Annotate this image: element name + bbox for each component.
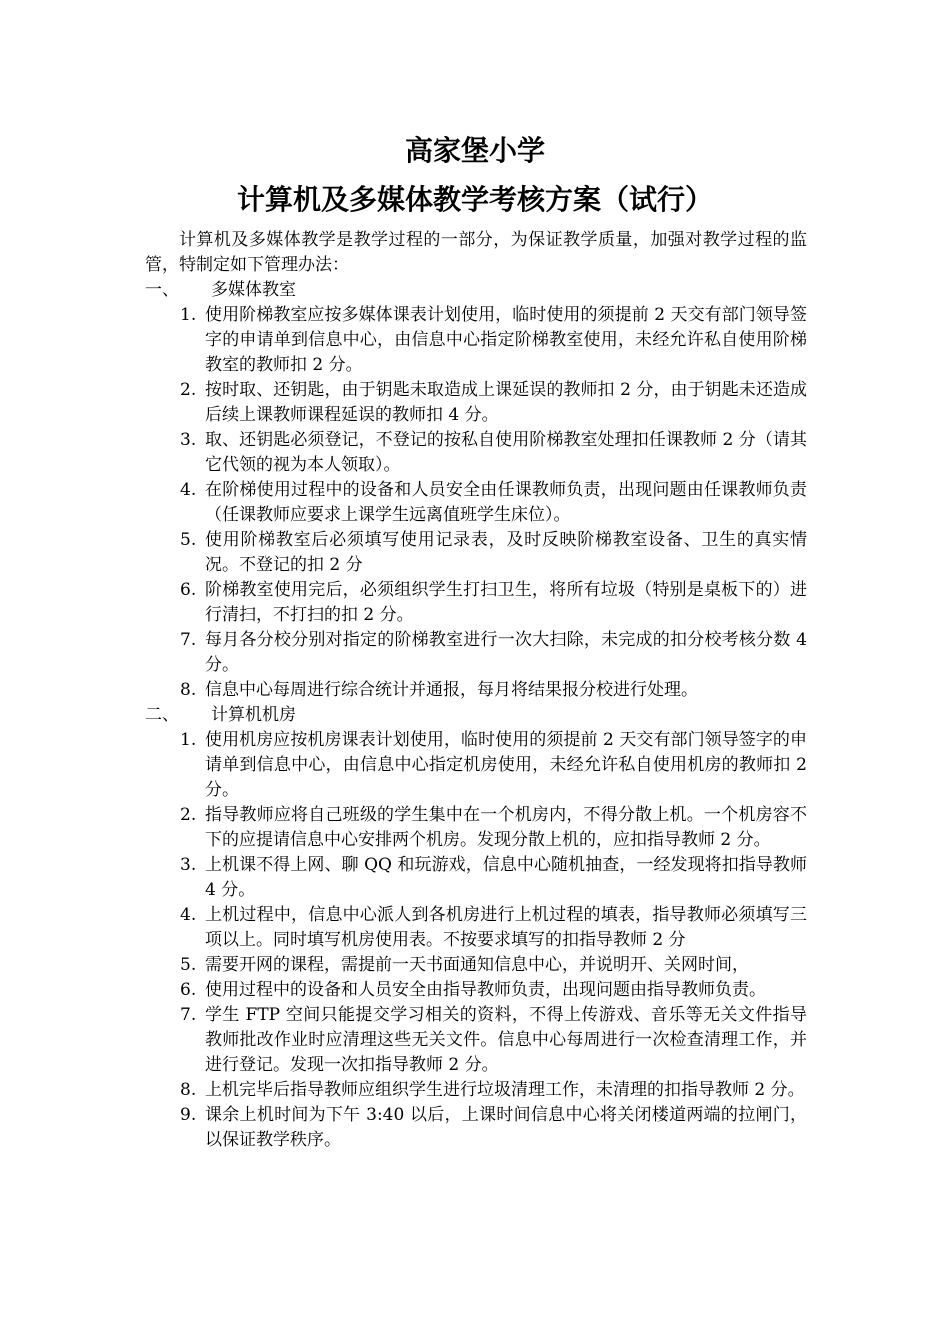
list-item bbox=[145, 1103, 807, 1153]
section-computer-room bbox=[145, 703, 807, 1153]
item-text: 上机过程中，信息中心派人到各机房进行上机过程的填表，指导教师必须填写三项以上。同时填写机房使用表。不按要求填写的扣指导教师 2 分 bbox=[205, 905, 807, 950]
list-item bbox=[145, 478, 807, 528]
item-number: 2. bbox=[180, 805, 197, 825]
list-item bbox=[145, 678, 807, 703]
item-number: 6. bbox=[180, 580, 197, 600]
item-text: 上机课不得上网、聊 QQ 和玩游戏，信息中心随机抽查，一经发现将扣指导教师 4 分。 bbox=[205, 855, 807, 900]
list-item bbox=[145, 528, 807, 578]
item-text: 取、还钥匙必须登记，不登记的按私自使用阶梯教室处理扣任课教师 2 分（请其它代领的视为本人领取）。 bbox=[205, 430, 807, 475]
list-item bbox=[145, 378, 807, 428]
item-number: 6. bbox=[180, 980, 197, 1000]
item-text: 上机完毕后指导教师应组织学生进行垃圾清理工作，未清理的扣指导教师 2 分。 bbox=[205, 1080, 805, 1100]
item-text: 阶梯教室使用完后，必须组织学生打扫卫生，将所有垃圾（特别是桌板下的）进行清扫，不打扫的扣 2 分。 bbox=[205, 580, 807, 625]
item-number: 4. bbox=[180, 905, 197, 925]
item-text: 在阶梯使用过程中的设备和人员安全由任课教师负责，出现问题由任课教师负责（任课教师应要求上课学生远离值班学生床位）。 bbox=[205, 480, 807, 525]
item-text: 指导教师应将自己班级的学生集中在一个机房内，不得分散上机。一个机房容不下的应提请信息中心安排两个机房。发现分散上机的，应扣指导教师 2 分。 bbox=[205, 805, 807, 850]
section-number: 一、 bbox=[145, 280, 179, 300]
list-item bbox=[145, 1003, 807, 1078]
item-number: 3. bbox=[180, 855, 197, 875]
list-item bbox=[145, 428, 807, 478]
item-text: 按时取、还钥匙，由于钥匙未取造成上课延误的教师扣 2 分，由于钥匙未还造成后续上课教师课程延误的教师扣 4 分。 bbox=[205, 380, 807, 425]
list-item bbox=[145, 303, 807, 378]
list-item bbox=[145, 728, 807, 803]
item-text: 需要开网的课程，需提前一天书面通知信息中心，并说明开、关网时间， bbox=[205, 955, 749, 975]
section-multimedia bbox=[145, 278, 807, 703]
item-number: 7. bbox=[180, 1005, 197, 1025]
list-item bbox=[145, 803, 807, 853]
item-number: 5. bbox=[180, 530, 197, 550]
item-number: 8. bbox=[180, 1080, 197, 1100]
item-number: 8. bbox=[180, 680, 197, 700]
item-text: 使用阶梯教室应按多媒体课表计划使用，临时使用的须提前 2 天交有部门领导签字的申请单到信息中心，由信息中心指定阶梯教室使用，未经允许私自使用阶梯教室的教师扣 2 分。 bbox=[205, 305, 807, 375]
item-text: 使用过程中的设备和人员安全由指导教师负责，出现问题由指导教师负责。 bbox=[205, 980, 766, 1000]
section-heading bbox=[145, 278, 807, 303]
document-title: 高家堡小学 bbox=[404, 134, 545, 167]
item-text: 课余上机时间为下午 3:40 以后，上课时间信息中心将关闭楼道两端的拉闸门，以保证教学秩序。 bbox=[205, 1105, 807, 1150]
item-text: 学生 FTP 空间只能提交学习相关的资料，不得上传游戏、音乐等无关文件指导教师批改作业时应清理这些无关文件。信息中心每周进行一次检查清理工作，并进行登记。发现一次扣指导教师 2 分。 bbox=[205, 1005, 807, 1075]
list-item bbox=[145, 978, 807, 1003]
list-item bbox=[145, 853, 807, 903]
list-item bbox=[145, 628, 807, 678]
document-subtitle: 计算机及多媒体教学考核方案（试行） bbox=[236, 183, 713, 216]
list-item bbox=[145, 578, 807, 628]
item-number: 5. bbox=[180, 955, 197, 975]
document-body bbox=[145, 228, 807, 1153]
item-text: 使用机房应按机房课表计划使用，临时使用的须提前 2 天交有部门领导签字的申请单到信息中心，由信息中心指定机房使用，未经允许私自使用机房的教师扣 2 分。 bbox=[205, 730, 807, 800]
item-number: 4. bbox=[180, 480, 197, 500]
item-text: 信息中心每周进行综合统计并通报，每月将结果报分校进行处理。 bbox=[205, 680, 698, 700]
intro-paragraph: 计算机及多媒体教学是教学过程的一部分，为保证教学质量，加强对教学过程的监管，特制定如下管理办法： bbox=[145, 230, 807, 275]
list-item bbox=[145, 903, 807, 953]
section-title: 多媒体教室 bbox=[211, 280, 296, 300]
item-number: 1. bbox=[180, 305, 197, 325]
item-number: 2. bbox=[180, 380, 197, 400]
section-title: 计算机机房 bbox=[211, 705, 296, 725]
item-number: 9. bbox=[180, 1105, 197, 1125]
item-number: 3. bbox=[180, 430, 197, 450]
item-number: 1. bbox=[180, 730, 197, 750]
section-heading bbox=[145, 703, 807, 728]
section-number: 二、 bbox=[145, 705, 179, 725]
list-item bbox=[145, 1078, 807, 1103]
item-text: 每月各分校分别对指定的阶梯教室进行一次大扫除，未完成的扣分校考核分数 4 分。 bbox=[205, 630, 807, 675]
item-text: 使用阶梯教室后必须填写使用记录表，及时反映阶梯教室设备、卫生的真实情况。不登记的扣 2 分 bbox=[205, 530, 807, 575]
item-number: 7. bbox=[180, 630, 197, 650]
list-item bbox=[145, 953, 807, 978]
